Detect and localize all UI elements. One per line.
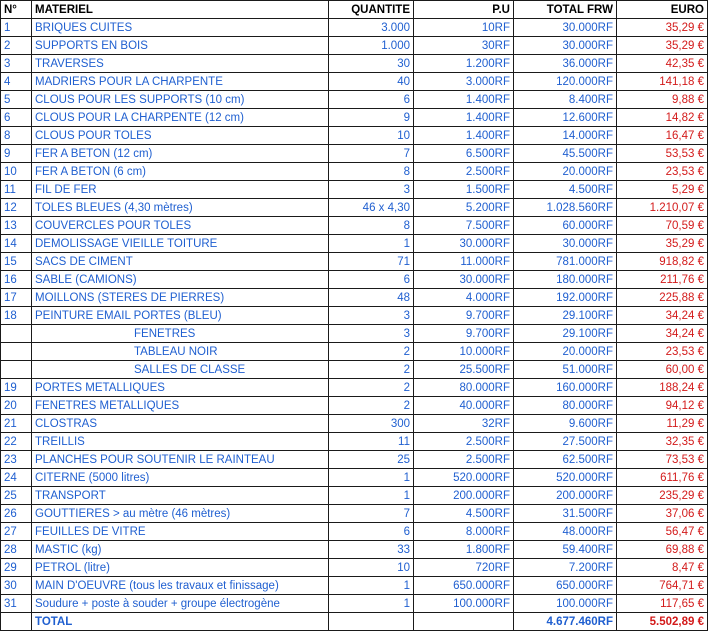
row-euro: 23,53 € [617,163,708,181]
row-quantity: 7 [329,505,414,523]
total-label: TOTAL [32,613,329,631]
row-unit-price: 1.400RF [414,109,514,127]
row-unit-price: 520.000RF [414,469,514,487]
row-euro: 211,76 € [617,271,708,289]
row-quantity: 11 [329,433,414,451]
table-row [1,145,708,163]
table-row [1,235,708,253]
total-frw: 4.677.460RF [514,613,617,631]
row-number: 29 [1,559,32,577]
table-row [1,325,708,343]
table-row [1,523,708,541]
row-unit-price: 10RF [414,19,514,37]
row-total-frw: 51.000RF [514,361,617,379]
row-number: 8 [1,127,32,145]
table-row [1,505,708,523]
row-unit-price: 30RF [414,37,514,55]
row-euro: 918,82 € [617,253,708,271]
row-number: 27 [1,523,32,541]
row-unit-price: 650.000RF [414,577,514,595]
row-euro: 35,29 € [617,235,708,253]
row-material: FENETRES [32,325,329,343]
row-unit-price: 1.400RF [414,127,514,145]
row-material: TRANSPORT [32,487,329,505]
total-row [1,613,708,631]
table-row [1,415,708,433]
table-row [1,577,708,595]
row-quantity: 30 [329,55,414,73]
row-number: 2 [1,37,32,55]
table-row [1,451,708,469]
row-number [1,325,32,343]
row-total-frw: 7.200RF [514,559,617,577]
row-total-frw: 30.000RF [514,19,617,37]
row-unit-price: 9.700RF [414,325,514,343]
row-total-frw: 20.000RF [514,343,617,361]
row-total-frw: 59.400RF [514,541,617,559]
row-quantity: 6 [329,271,414,289]
row-unit-price: 1.200RF [414,55,514,73]
row-euro: 56,47 € [617,523,708,541]
row-euro: 141,18 € [617,73,708,91]
row-euro: 34,24 € [617,307,708,325]
table-row [1,541,708,559]
row-material: DEMOLISSAGE VIEILLE TOITURE [32,235,329,253]
row-total-frw: 14.000RF [514,127,617,145]
row-quantity: 48 [329,289,414,307]
row-euro: 73,53 € [617,451,708,469]
row-total-frw: 650.000RF [514,577,617,595]
row-total-frw: 30.000RF [514,235,617,253]
table-row [1,37,708,55]
row-unit-price: 30.000RF [414,271,514,289]
row-total-frw: 100.000RF [514,595,617,613]
row-number: 14 [1,235,32,253]
row-quantity: 2 [329,343,414,361]
row-number: 3 [1,55,32,73]
table-row [1,109,708,127]
row-material: PORTES METALLIQUES [32,379,329,397]
table-row [1,397,708,415]
total-no-cell [1,613,32,631]
row-quantity: 3 [329,325,414,343]
row-number: 1 [1,19,32,37]
row-unit-price: 7.500RF [414,217,514,235]
row-unit-price: 4.000RF [414,289,514,307]
row-unit-price: 2.500RF [414,433,514,451]
row-material: MAIN D'OEUVRE (tous les travaux et finissage) [32,577,329,595]
row-quantity: 33 [329,541,414,559]
row-quantity: 2 [329,361,414,379]
row-number: 5 [1,91,32,109]
row-total-frw: 520.000RF [514,469,617,487]
row-euro: 34,24 € [617,325,708,343]
table-row [1,199,708,217]
row-material: FEUILLES DE VITRE [32,523,329,541]
row-euro: 60,00 € [617,361,708,379]
row-total-frw: 36.000RF [514,55,617,73]
row-euro: 35,29 € [617,37,708,55]
row-quantity: 1.000 [329,37,414,55]
row-number: 28 [1,541,32,559]
row-quantity: 40 [329,73,414,91]
row-total-frw: 27.500RF [514,433,617,451]
total-pu-cell [414,613,514,631]
header-euro: EURO [617,1,708,19]
row-material: FER A BETON (6 cm) [32,163,329,181]
row-number: 30 [1,577,32,595]
row-material: TABLEAU NOIR [32,343,329,361]
table-row [1,559,708,577]
table-row [1,55,708,73]
row-total-frw: 60.000RF [514,217,617,235]
row-total-frw: 20.000RF [514,163,617,181]
table-row [1,127,708,145]
table-row [1,361,708,379]
row-euro: 117,65 € [617,595,708,613]
row-material: TREILLIS [32,433,329,451]
row-quantity: 6 [329,523,414,541]
row-quantity: 10 [329,559,414,577]
row-total-frw: 12.600RF [514,109,617,127]
row-quantity: 300 [329,415,414,433]
table-row [1,91,708,109]
row-quantity: 10 [329,127,414,145]
row-total-frw: 29.100RF [514,325,617,343]
row-quantity: 46 x 4,30 [329,199,414,217]
total-qty-cell [329,613,414,631]
row-number: 19 [1,379,32,397]
row-number: 17 [1,289,32,307]
row-euro: 188,24 € [617,379,708,397]
row-number: 25 [1,487,32,505]
row-material: MADRIERS POUR LA CHARPENTE [32,73,329,91]
row-material: PLANCHES POUR SOUTENIR LE RAINTEAU [32,451,329,469]
row-unit-price: 10.000RF [414,343,514,361]
row-number: 20 [1,397,32,415]
row-euro: 37,06 € [617,505,708,523]
row-material: FIL DE FER [32,181,329,199]
row-euro: 94,12 € [617,397,708,415]
row-euro: 70,59 € [617,217,708,235]
row-total-frw: 200.000RF [514,487,617,505]
row-number: 31 [1,595,32,613]
row-euro: 14,82 € [617,109,708,127]
row-quantity: 1 [329,595,414,613]
row-material: Soudure + poste à souder + groupe électrogène [32,595,329,613]
row-total-frw: 192.000RF [514,289,617,307]
table-row [1,379,708,397]
row-unit-price: 9.700RF [414,307,514,325]
row-unit-price: 1.500RF [414,181,514,199]
row-material: CLOUS POUR LA CHARPENTE (12 cm) [32,109,329,127]
row-material: MASTIC (kg) [32,541,329,559]
row-unit-price: 5.200RF [414,199,514,217]
table-row [1,73,708,91]
row-number: 26 [1,505,32,523]
row-quantity: 2 [329,379,414,397]
row-unit-price: 8.000RF [414,523,514,541]
row-total-frw: 62.500RF [514,451,617,469]
row-euro: 69,88 € [617,541,708,559]
table-row [1,163,708,181]
row-quantity: 1 [329,577,414,595]
row-unit-price: 25.500RF [414,361,514,379]
row-material: COUVERCLES POUR TOLES [32,217,329,235]
row-number: 16 [1,271,32,289]
row-material: TRAVERSES [32,55,329,73]
table-row [1,271,708,289]
header-unit-price: P.U [414,1,514,19]
row-unit-price: 11.000RF [414,253,514,271]
row-quantity: 3 [329,181,414,199]
table-row [1,289,708,307]
row-number: 24 [1,469,32,487]
row-total-frw: 120.000RF [514,73,617,91]
row-unit-price: 4.500RF [414,505,514,523]
table-row [1,595,708,613]
header-row [1,1,708,19]
row-material: SALLES DE CLASSE [32,361,329,379]
row-number: 13 [1,217,32,235]
row-quantity: 8 [329,217,414,235]
row-quantity: 71 [329,253,414,271]
row-number: 12 [1,199,32,217]
row-number [1,361,32,379]
row-unit-price: 40.000RF [414,397,514,415]
row-quantity: 1 [329,487,414,505]
row-total-frw: 30.000RF [514,37,617,55]
row-total-frw: 781.000RF [514,253,617,271]
row-total-frw: 180.000RF [514,271,617,289]
row-unit-price: 200.000RF [414,487,514,505]
row-material: PETROL (litre) [32,559,329,577]
row-quantity: 1 [329,469,414,487]
row-number: 18 [1,307,32,325]
row-total-frw: 29.100RF [514,307,617,325]
table-row [1,19,708,37]
row-euro: 35,29 € [617,19,708,37]
row-unit-price: 30.000RF [414,235,514,253]
row-quantity: 3.000 [329,19,414,37]
table-row [1,217,708,235]
row-unit-price: 100.000RF [414,595,514,613]
row-material: PEINTURE EMAIL PORTES (BLEU) [32,307,329,325]
row-quantity: 8 [329,163,414,181]
row-euro: 42,35 € [617,55,708,73]
row-material: TOLES BLEUES (4,30 mètres) [32,199,329,217]
row-number: 9 [1,145,32,163]
header-no: N° [1,1,32,19]
row-total-frw: 48.000RF [514,523,617,541]
row-total-frw: 160.000RF [514,379,617,397]
row-quantity: 9 [329,109,414,127]
row-euro: 16,47 € [617,127,708,145]
row-euro: 225,88 € [617,289,708,307]
header-material: MATERIEL [32,1,329,19]
row-quantity: 6 [329,91,414,109]
row-total-frw: 1.028.560RF [514,199,617,217]
row-quantity: 3 [329,307,414,325]
row-quantity: 25 [329,451,414,469]
row-euro: 1.210,07 € [617,199,708,217]
row-unit-price: 32RF [414,415,514,433]
row-unit-price: 80.000RF [414,379,514,397]
row-material: SACS DE CIMENT [32,253,329,271]
row-material: CITERNE (5000 litres) [32,469,329,487]
table-row [1,307,708,325]
row-quantity: 2 [329,397,414,415]
row-euro: 9,88 € [617,91,708,109]
row-unit-price: 720RF [414,559,514,577]
row-euro: 32,35 € [617,433,708,451]
row-material: FENETRES METALLIQUES [32,397,329,415]
row-quantity: 1 [329,235,414,253]
table-row [1,181,708,199]
row-euro: 235,29 € [617,487,708,505]
row-number: 21 [1,415,32,433]
total-euro: 5.502,89 € [617,613,708,631]
header-total-frw: TOTAL FRW [514,1,617,19]
row-euro: 11,29 € [617,415,708,433]
table-row [1,469,708,487]
row-unit-price: 1.800RF [414,541,514,559]
row-euro: 53,53 € [617,145,708,163]
row-material: MOILLONS (STERES DE PIERRES) [32,289,329,307]
row-total-frw: 4.500RF [514,181,617,199]
row-number: 11 [1,181,32,199]
row-material: BRIQUES CUITES [32,19,329,37]
row-unit-price: 2.500RF [414,451,514,469]
row-number [1,343,32,361]
row-material: CLOUS POUR LES SUPPORTS (10 cm) [32,91,329,109]
row-euro: 5,29 € [617,181,708,199]
row-number: 4 [1,73,32,91]
row-number: 10 [1,163,32,181]
row-material: SABLE (CAMIONS) [32,271,329,289]
row-number: 15 [1,253,32,271]
header-quantity: QUANTITE [329,1,414,19]
row-unit-price: 3.000RF [414,73,514,91]
row-total-frw: 45.500RF [514,145,617,163]
row-unit-price: 6.500RF [414,145,514,163]
row-total-frw: 31.500RF [514,505,617,523]
row-quantity: 7 [329,145,414,163]
row-total-frw: 8.400RF [514,91,617,109]
row-material: GOUTTIERES > au mètre (46 mètres) [32,505,329,523]
row-material: FER A BETON (12 cm) [32,145,329,163]
row-material: CLOUS POUR TOLES [32,127,329,145]
row-euro: 611,76 € [617,469,708,487]
row-euro: 8,47 € [617,559,708,577]
row-material: CLOSTRAS [32,415,329,433]
row-total-frw: 9.600RF [514,415,617,433]
row-number: 23 [1,451,32,469]
table-row [1,487,708,505]
row-total-frw: 80.000RF [514,397,617,415]
row-euro: 23,53 € [617,343,708,361]
row-unit-price: 1.400RF [414,91,514,109]
table-body [1,19,708,613]
table-row [1,433,708,451]
table-row [1,343,708,361]
row-number: 22 [1,433,32,451]
row-unit-price: 2.500RF [414,163,514,181]
row-euro: 764,71 € [617,577,708,595]
row-material: SUPPORTS EN BOIS [32,37,329,55]
table-row [1,253,708,271]
row-number: 6 [1,109,32,127]
